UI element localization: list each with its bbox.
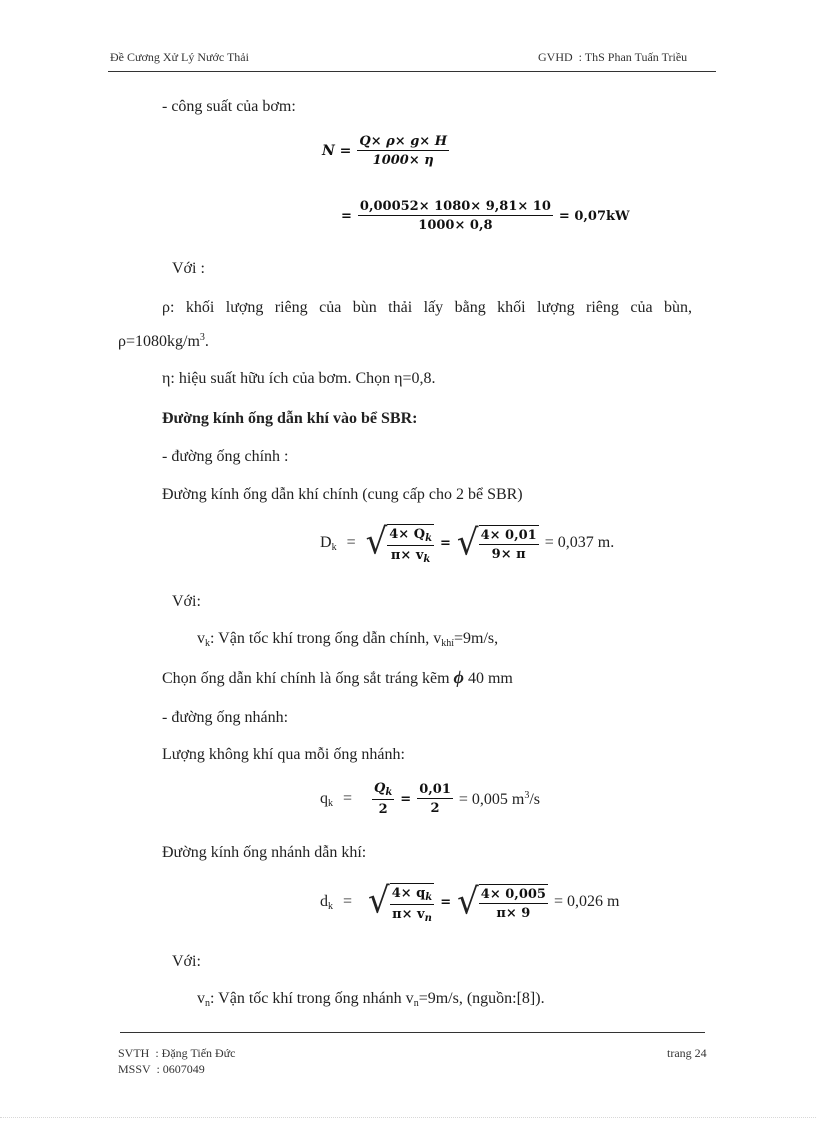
footer-student: SVTH : Đặng Tiến Đức <box>118 1046 236 1060</box>
header-advisor: GVHD : ThS Phan Tuấn Triều <box>538 50 688 64</box>
rho-unit-exp: 3 <box>199 332 205 343</box>
rho-line-1: ρ: khối lượng riêng của bùn thải lấy bằng khối lượng riêng của bùn, <box>162 299 692 316</box>
page-edge <box>0 1117 816 1118</box>
eq-dk-eq2: = <box>440 535 451 551</box>
with-label-3: Với: <box>172 953 201 970</box>
equation-power-2 <box>341 199 630 233</box>
main-pipe-desc: Đường kính ống dẫn khí chính (cung cấp cho 2 bể SBR) <box>162 486 523 503</box>
branch-diam-label: Đường kính ống nhánh dẫn khí: <box>162 844 367 861</box>
phi-symbol: ϕ <box>453 667 464 687</box>
rho-end: . <box>204 333 209 350</box>
rho-value: ρ=1080kg/m <box>118 333 200 350</box>
footer-rule <box>120 1032 705 1033</box>
vk-line: $v_k$: Vận tốc khí trong ống dẫn chính, $v_{khí}=9m/s$, <box>197 630 499 649</box>
vn-line: $v_n$: Vận tốc khí trong ống nhánh $v_n=9m/s$, (nguồn:[8]). <box>197 990 545 1009</box>
eq-qk-lhs: $q_k$ <box>320 789 333 809</box>
choose-pipe-line: Chọn ống dẫn khí chính là ống sắt tráng kẽm ϕ 40 mm <box>162 667 513 687</box>
pump-power-intro: - công suất của bơm: <box>162 98 296 115</box>
equation-dk <box>320 521 614 565</box>
with-label-2: Với: <box>172 593 201 610</box>
eq-dk-sqrt-2: √ $\frac{4\times 0,01}{9\times \pi}$ <box>456 522 537 564</box>
eq-dk2-sqrt-2: √ $\frac{4\times 0,005}{\pi\times 9}$ <box>457 881 546 923</box>
eq-qk-frac-1: $\frac{Q_k}{2}$ <box>374 781 393 817</box>
eq-power-result: = 0,07kW <box>558 208 630 224</box>
main-pipe-label: - đường ống chính : <box>162 448 289 465</box>
branch-pipe-label: - đường ống nhánh: <box>162 709 289 726</box>
eq-power-denominator: 1000× η <box>372 153 434 168</box>
eq-dk2-result: = 0,026 m <box>553 893 620 910</box>
eq-dk-lhs: $D_k$ <box>320 533 337 553</box>
eq-power-lhs: N = <box>322 143 352 159</box>
eq-power-numerator: Q× ρ× g× H <box>359 134 448 149</box>
equation-dk-branch: $d_k$ = √ $\frac{4\times q_k}{\pi\times v_n}$ = √ $\frac{4\times 0,005}{\pi\times 9}$ = 0,026 m <box>320 879 620 924</box>
eta-line: η: hiệu suất hữu ích của bơm. Chọn η=0,8. <box>162 370 436 387</box>
footer-page-number: trang 24 <box>667 1046 707 1060</box>
header-rule <box>108 71 716 72</box>
equation-qk: $q_k$ = $\frac{Q_k}{2}$ = $\frac{0,01}{2}$ = 0,005 $m^3/s$ <box>320 781 541 817</box>
branch-air-label: Lượng không khí qua mỗi ống nhánh: <box>162 746 405 763</box>
eq-qk-result: = 0,005 $m^3/s$ <box>458 789 541 808</box>
equation-power-1 <box>322 134 449 168</box>
eq-dk2-sqrt-1: √ $\frac{4\times q_k}{\pi\times v_n}$ <box>368 879 433 924</box>
eq-power-denominator-2: 1000× 0,8 <box>418 218 493 233</box>
eq-power-eq: = <box>341 208 352 224</box>
rho-line-2 <box>118 332 209 351</box>
eq-dk-result: = 0,037 m. <box>544 534 615 551</box>
eq-power-numerator-2: 0,00052× 1080× 9,81× 10 <box>359 199 551 214</box>
with-label-1: Với : <box>172 260 205 277</box>
footer-student-id: MSSV : 0607049 <box>118 1062 205 1076</box>
section-title: Đường kính ống dẫn khí vào bể SBR: <box>162 410 418 427</box>
eq-qk-frac-2: $\frac{0,01}{2}$ <box>419 782 451 816</box>
eq-dk-eq: = <box>346 534 356 551</box>
eq-dk-sqrt-1: √ $\frac{4\times Q_k}{\pi\times v_k}$ <box>365 520 432 565</box>
header-title: Đề Cương Xử Lý Nước Thải <box>110 50 249 64</box>
eq-dk2-lhs: $d_k$ <box>320 892 333 912</box>
